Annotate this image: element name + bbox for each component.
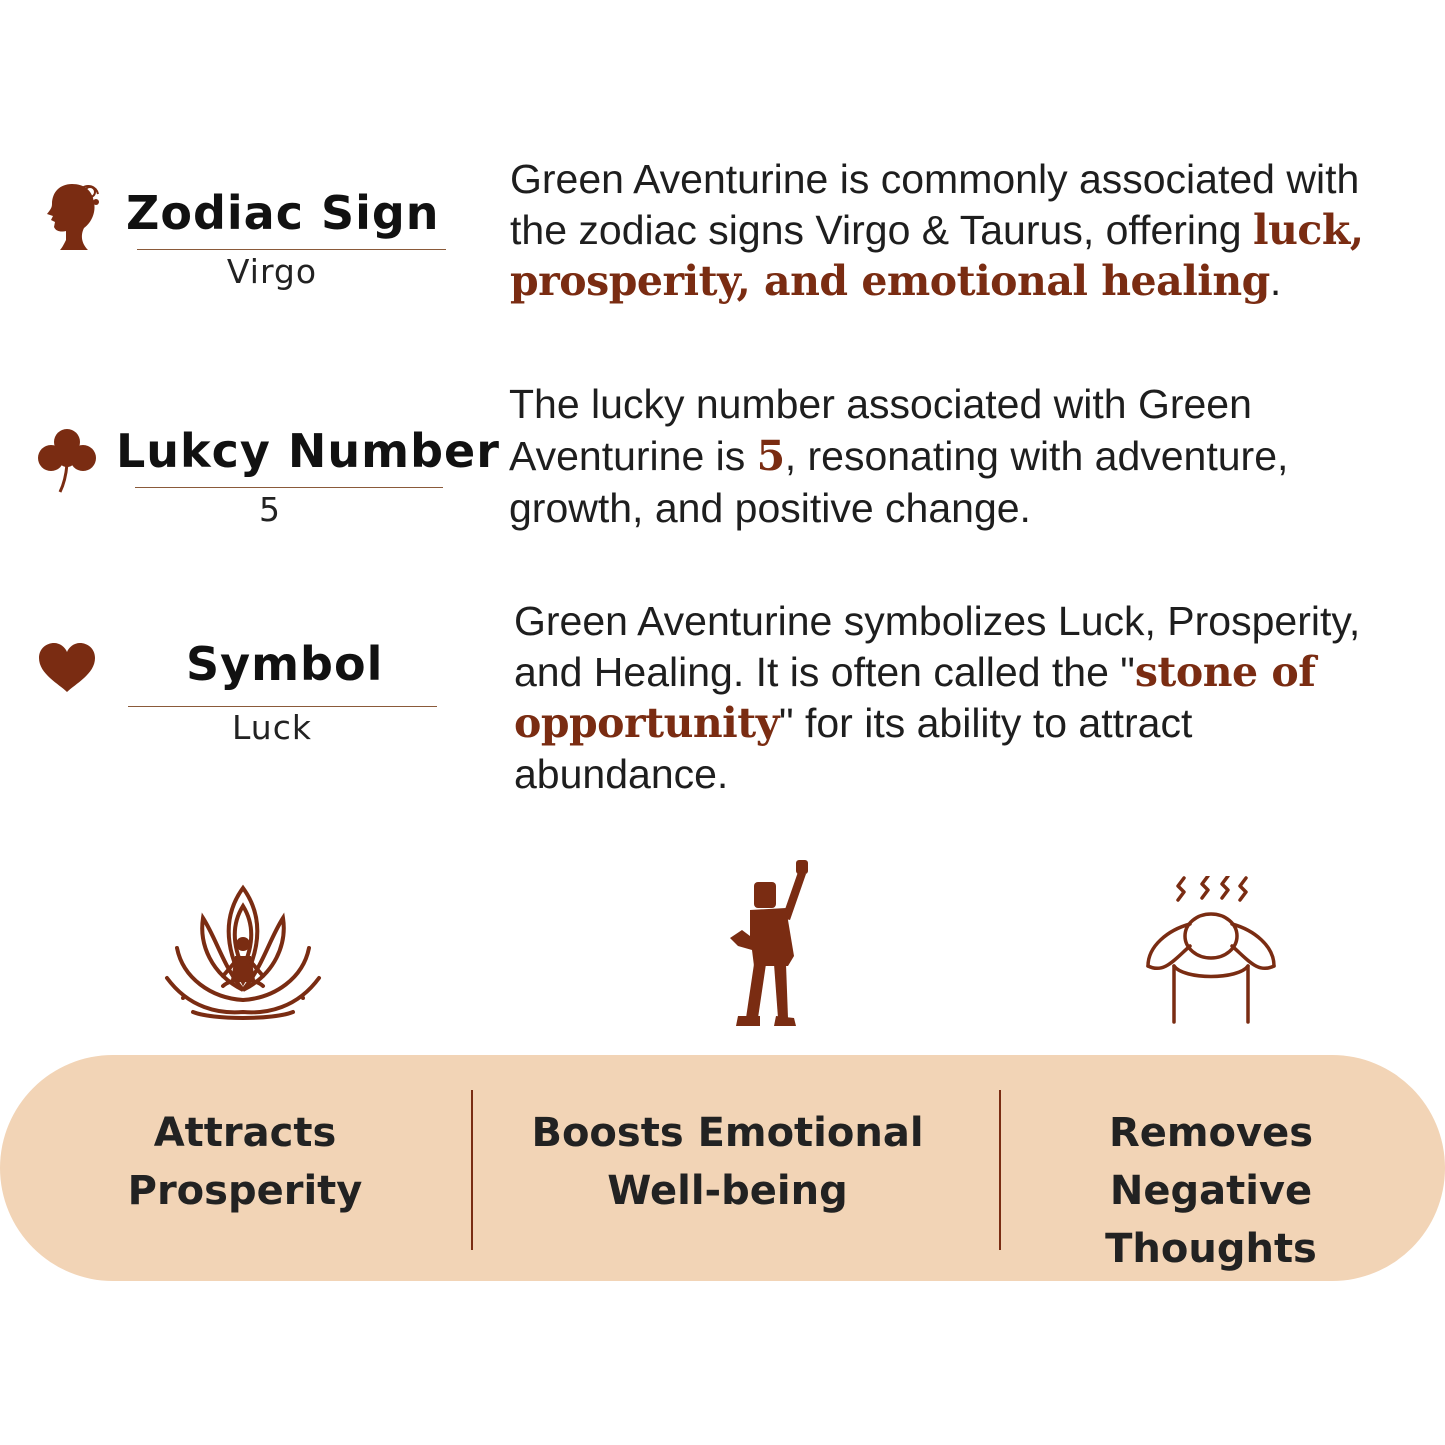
- benefit-attracts-prosperity: [30, 1104, 460, 1220]
- benefit-separator-1: [471, 1090, 473, 1250]
- symbol-description: [514, 596, 1414, 800]
- zodiac-sign-description: [510, 154, 1420, 307]
- stressed-head-icon: [1144, 876, 1278, 1026]
- zodiac-sign-title: Zodiac Sign: [126, 186, 440, 240]
- lucky-number-value: 5: [259, 490, 281, 529]
- heart-icon: [37, 642, 97, 694]
- zodiac-sign-divider: [137, 249, 446, 250]
- lotus-meditation-icon: [163, 882, 323, 1022]
- description-text-end: , resonating with adventure, growth, and positive change.: [509, 433, 1289, 531]
- raised-fist-person-icon: [724, 858, 816, 1030]
- clover-icon: [32, 424, 102, 496]
- virgo-profile-icon: [42, 180, 104, 252]
- symbol-divider: [128, 706, 437, 707]
- benefit-line-2: Prosperity: [127, 1168, 363, 1214]
- description-text: Green Aventurine symbolizes Luck, Prosperity, and Healing. It is often called the ": [514, 598, 1361, 695]
- lucky-number-description: [509, 378, 1419, 534]
- symbol-value: Luck: [232, 708, 312, 747]
- benefit-line-2: Thoughts: [1105, 1226, 1317, 1272]
- lucky-number-divider: [135, 487, 443, 488]
- description-highlight: luck, prosperity, and emotional healing: [510, 206, 1364, 305]
- description-text: The lucky number associated with Green Aventurine is: [509, 381, 1252, 479]
- description-highlight: stone of opportunity: [514, 648, 1316, 747]
- benefit-line-1: Attracts: [153, 1110, 337, 1156]
- description-text: Green Aventurine is commonly associated with the zodiac signs Virgo & Taurus, offering: [510, 156, 1360, 253]
- benefit-line-2: Well-being: [607, 1168, 848, 1214]
- benefit-boosts-emotional-wellbeing: [490, 1104, 965, 1220]
- benefit-separator-2: [999, 1090, 1001, 1250]
- description-highlight: 5: [756, 432, 785, 480]
- benefit-line-1: Removes Negative: [1108, 1110, 1314, 1214]
- description-text-end: .: [1269, 258, 1282, 304]
- benefit-line-1: Boosts Emotional: [531, 1110, 924, 1156]
- zodiac-sign-value: Virgo: [226, 252, 318, 291]
- description-text-end: " for its ability to attract abundance.: [514, 700, 1193, 797]
- symbol-title: Symbol: [186, 637, 384, 691]
- lucky-number-title: Lukcy Number: [116, 424, 500, 478]
- benefit-removes-negative-thoughts: [1006, 1104, 1416, 1278]
